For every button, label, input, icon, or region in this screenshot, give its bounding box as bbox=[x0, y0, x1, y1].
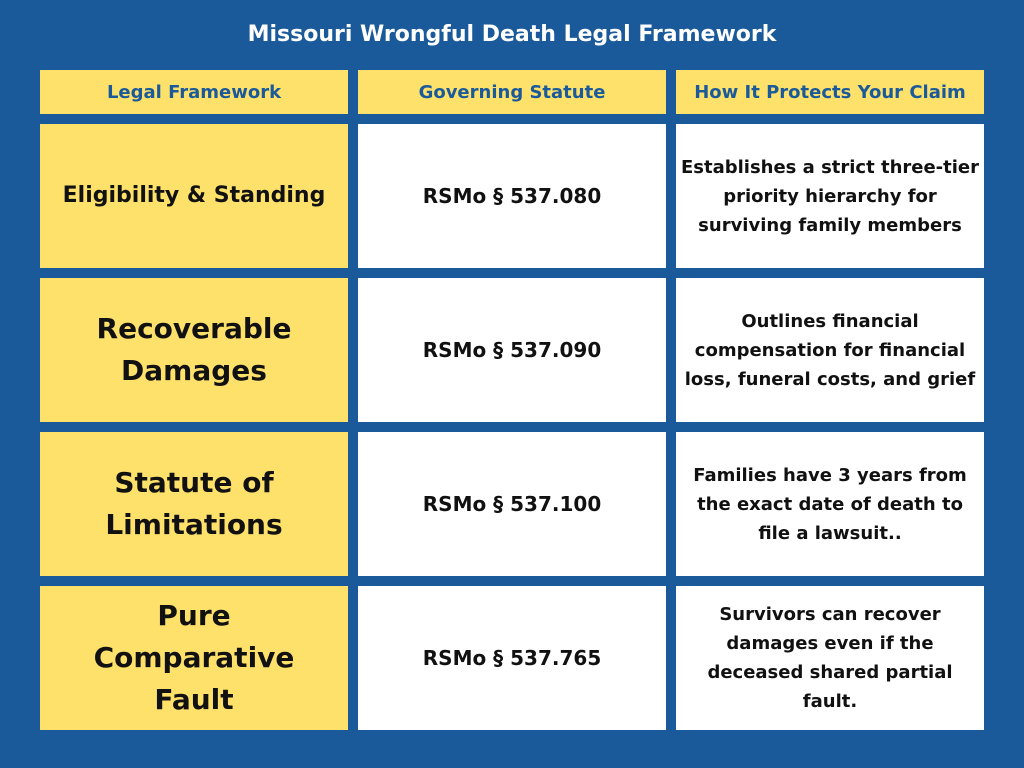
header-governing-statute: Governing Statute bbox=[358, 70, 666, 114]
page-title: Missouri Wrongful Death Legal Framework bbox=[247, 22, 777, 47]
topic-cell: Recoverable Damages bbox=[40, 278, 348, 422]
header-legal-framework: Legal Framework bbox=[40, 70, 348, 114]
topic-cell: Pure Comparative Fault bbox=[40, 586, 348, 730]
description-cell: Families have 3 years from the exact date of death to file a lawsuit.. bbox=[676, 432, 984, 576]
statute-cell: RSMo § 537.090 bbox=[358, 278, 666, 422]
topic-cell: Eligibility & Standing bbox=[40, 124, 348, 268]
description-cell: Survivors can recover damages even if the deceased shared partial fault. bbox=[676, 586, 984, 730]
statute-cell: RSMo § 537.765 bbox=[358, 586, 666, 730]
header-how-it-protects: How It Protects Your Claim bbox=[676, 70, 984, 114]
statute-cell: RSMo § 537.080 bbox=[358, 124, 666, 268]
description-cell: Establishes a strict three-tier priority hierarchy for surviving family members bbox=[676, 124, 984, 268]
description-cell: Outlines financial compensation for financial loss, funeral costs, and grief bbox=[676, 278, 984, 422]
statute-cell: RSMo § 537.100 bbox=[358, 432, 666, 576]
topic-cell: Statute of Limitations bbox=[40, 432, 348, 576]
